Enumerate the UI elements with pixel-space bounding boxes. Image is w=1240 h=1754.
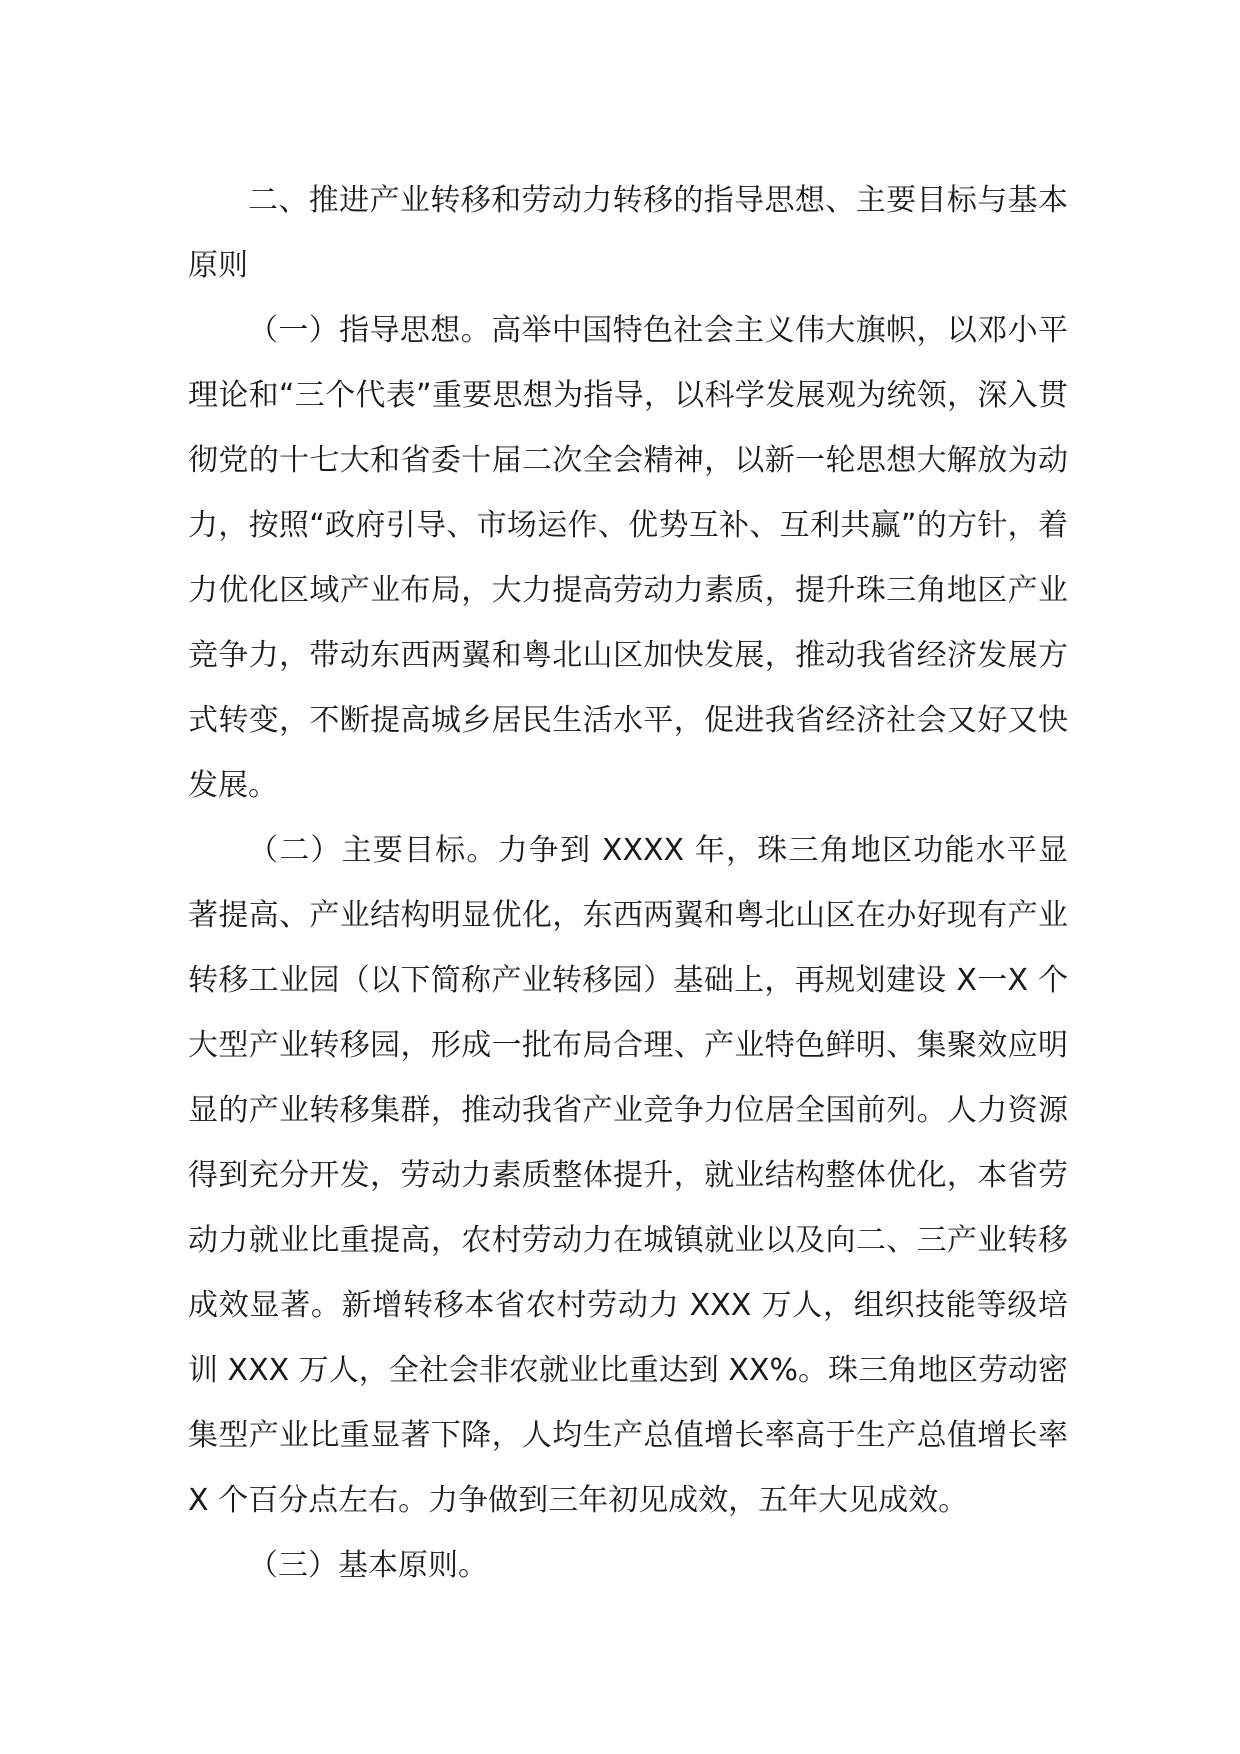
document-body bbox=[188, 168, 1068, 1598]
paragraph-main-goals: （二）主要目标。力争到 XXXX 年，珠三角地区功能水平显著提高、产业结构明显优化，东西两翼和粤北山区在办好现有产业转移工业园（以下简称产业转移园）基础上，再规划建设 X一X 个大型产业转移园，形成一批布局合理、产业特色鲜明、集聚效应明显的产业转移集群，推动我省产业竞争力位居全国前列。人力资源得到充分开发，劳动力素质整体提升，就业结构整体优化，本省劳动力就业比重提高，农村劳动力在城镇就业以及向二、三产业转移成效显著。新增转移本省农村劳动力 XXX 万人，组织技能等级培训 XXX 万人，全社会非农就业比重达到 XX%。珠三角地区劳动密集型产业比重显著下降，人均生产总值增长率高于生产总值增长率 X 个百分点左右。力争做到三年初见成效，五年大见成效。 bbox=[188, 833, 1068, 1518]
section-heading: 二、推进产业转移和劳动力转移的指导思想、主要目标与基本原则 bbox=[188, 183, 1068, 283]
paragraph-basic-principles: （三）基本原则。 bbox=[248, 1548, 488, 1583]
paragraph-guiding-ideology: （一）指导思想。高举中国特色社会主义伟大旗帜，以邓小平理论和“三个代表”重要思想为指导，以科学发展观为统领，深入贯彻党的十七大和省委十届二次全会精神，以新一轮思想大解放为动力，按照“政府引导、市场运作、优势互补、互利共赢”的方针，着力优化区域产业布局，大力提高劳动力素质，提升珠三角地区产业竞争力，带动东西两翼和粤北山区加快发展，推动我省经济发展方式转变，不断提高城乡居民生活水平，促进我省经济社会又好又快发展。 bbox=[188, 313, 1068, 803]
